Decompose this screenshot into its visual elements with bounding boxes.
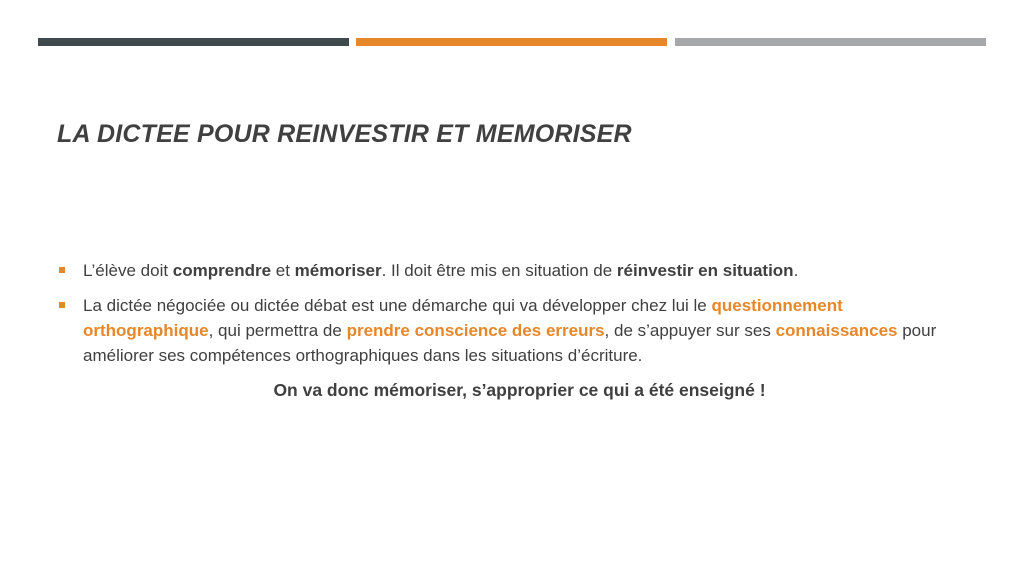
text: , qui permettra de	[208, 321, 347, 340]
slide-title: LA DICTEE POUR REINVESTIR ET MEMORISER	[57, 120, 632, 148]
square-bullet-icon	[59, 302, 65, 308]
conclusion-text: On va donc mémoriser, s’approprier ce qui a été enseigné !	[273, 380, 766, 400]
decorative-top-bars	[38, 38, 986, 46]
top-bar-orange	[356, 38, 667, 46]
highlighted-text: connaissances	[775, 321, 898, 340]
bullet-item-2	[57, 293, 972, 368]
text: La dictée négociée ou dictée débat est une démarche qui va développer chez lui le	[83, 296, 712, 315]
bold-text: comprendre	[172, 261, 272, 280]
bold-text: mémoriser	[294, 261, 382, 280]
slide-body	[57, 258, 972, 403]
square-bullet-icon	[59, 267, 65, 273]
highlighted-text: questionnement orthographique	[83, 296, 843, 340]
text: pour améliorer ses compétences orthographiques dans les situations d’écriture.	[83, 321, 937, 365]
text: et	[271, 261, 295, 280]
top-bar-gray	[675, 38, 986, 46]
text: , de s’appuyer sur ses	[604, 321, 776, 340]
text: L’élève doit	[83, 261, 173, 280]
highlighted-text: prendre conscience des erreurs	[346, 321, 605, 340]
text: . Il doit être mis en situation de	[381, 261, 617, 280]
top-bar-dark	[38, 38, 349, 46]
text: .	[793, 261, 799, 280]
bold-text: réinvestir en situation	[616, 261, 794, 280]
bullet-item-1	[57, 258, 972, 283]
